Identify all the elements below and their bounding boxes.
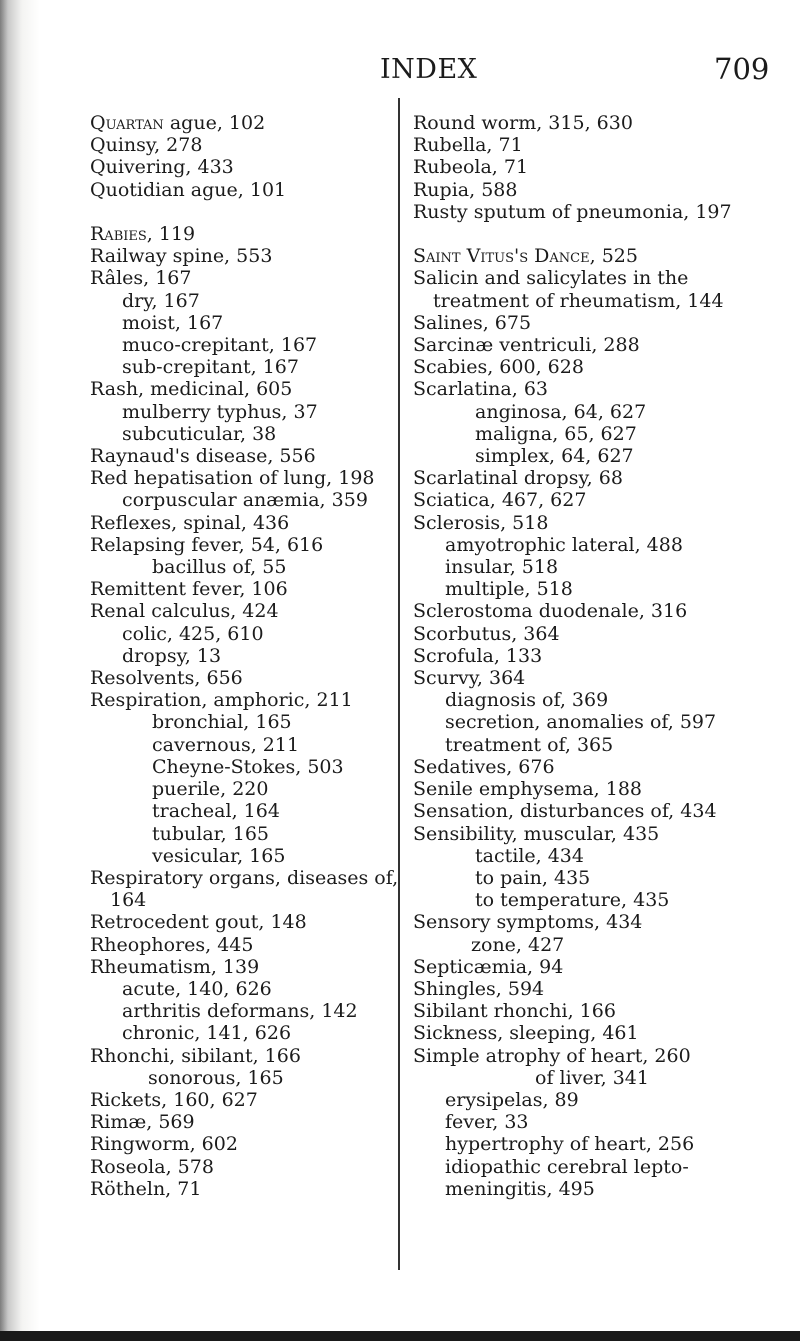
index-entry: multiple, 518 (445, 578, 573, 601)
index-entry: Sensation, disturbances of, 434 (413, 800, 717, 823)
index-entry: Reflexes, spinal, 436 (90, 511, 290, 534)
index-entry: Sciatica, 467, 627 (413, 489, 587, 512)
index-entry: Scarlatinal dropsy, 68 (413, 467, 623, 490)
index-entry: to temperature, 435 (475, 889, 670, 912)
index-entry: Rubella, 71 (413, 134, 523, 157)
index-spacer (90, 201, 390, 223)
index-entry: treatment of, 365 (445, 733, 614, 756)
index-entry: Quivering, 433 (90, 156, 234, 179)
index-entry: treatment of rheumatism, 144 (433, 289, 724, 312)
index-entry: Roseola, 578 (90, 1155, 214, 1178)
index-entry: Râles, 167 (90, 267, 192, 290)
index-entry: Simple atrophy of heart, 260 (413, 1044, 691, 1067)
index-entry: Sedatives, 676 (413, 755, 555, 778)
index-entry: Scrofula, 133 (413, 644, 543, 667)
page-bottom-edge (0, 1331, 800, 1341)
index-entry: insular, 518 (445, 556, 559, 579)
page-header (0, 52, 800, 92)
index-entry: Scurvy, 364 (413, 667, 526, 690)
index-entry: Salicin and salicylates in the (413, 267, 689, 290)
index-entry: Sensibility, muscular, 435 (413, 822, 660, 845)
index-entry: idiopathic cerebral lepto- (445, 1155, 689, 1178)
index-entry: Resolvents, 656 (90, 667, 243, 690)
index-column-left (90, 112, 399, 1200)
index-entry: simplex, 64, 627 (475, 445, 634, 468)
index-entry: Septicæmia, 94 (413, 955, 564, 978)
index-entry: colic, 425, 610 (122, 622, 264, 645)
index-entry: acute, 140, 626 (122, 977, 272, 1000)
index-entry: Sarcinæ ventriculi, 288 (413, 334, 640, 357)
index-entry: diagnosis of, 369 (445, 689, 609, 712)
index-entry: Remittent fever, 106 (90, 578, 288, 601)
page-number: 709 (714, 52, 770, 86)
index-entry: fever, 33 (445, 1111, 529, 1134)
index-entry: secretion, anomalies of, 597 (445, 711, 717, 734)
index-entry: Rötheln, 71 (90, 1177, 202, 1200)
index-entry: tracheal, 164 (152, 800, 280, 823)
index-entry: 164 (110, 889, 147, 912)
index-entry: chronic, 141, 626 (122, 1022, 292, 1045)
index-entry: Senile emphysema, 188 (413, 778, 643, 801)
index-entry: Scarlatina, 63 (413, 378, 549, 401)
index-entry: Respiration, amphoric, 211 (90, 689, 353, 712)
index-entry: Shingles, 594 (413, 977, 545, 1000)
index-entry: to pain, 435 (475, 866, 591, 889)
column-divider (398, 98, 400, 1270)
index-entry: Ringworm, 602 (90, 1133, 238, 1156)
index-heading-smallcaps: Saint Vitus's Dance (413, 245, 590, 268)
index-entry: sonorous, 165 (148, 1066, 284, 1089)
index-entry: Rash, medicinal, 605 (90, 378, 293, 401)
index-entry: Rheophores, 445 (90, 933, 254, 956)
index-heading-smallcaps: Rabies (90, 223, 147, 246)
index-entry: puerile, 220 (152, 778, 269, 801)
index-entry: bronchial, 165 (152, 711, 292, 734)
index-entry: of liver, 341 (535, 1066, 649, 1089)
index-entry: sub-crepitant, 167 (122, 356, 299, 379)
index-entry: dry, 167 (122, 289, 200, 312)
index-entry: Quinsy, 278 (90, 134, 203, 157)
index-entry: Sensory symptoms, 434 (413, 911, 643, 934)
index-entry: anginosa, 64, 627 (475, 400, 647, 423)
index-entry: Red hepatisation of lung, 198 (90, 467, 375, 490)
index-entry: Rubeola, 71 (413, 156, 529, 179)
index-heading-smallcaps: Quartan (90, 112, 164, 134)
index-entry: Respiratory organs, diseases of, (90, 866, 399, 889)
index-column-right (413, 112, 753, 1200)
index-entry: Sickness, sleeping, 461 (413, 1022, 639, 1045)
index-entry: Rabies, 119 (90, 223, 196, 246)
index-entry: cavernous, 211 (152, 733, 300, 756)
index-entry: Relapsing fever, 54, 616 (90, 533, 324, 556)
index-entry: moist, 167 (122, 311, 224, 334)
index-entry: Saint Vitus's Dance, 525 (413, 245, 638, 268)
index-entry: bacillus of, 55 (152, 556, 287, 579)
running-title: INDEX (380, 54, 478, 85)
index-entry: Sibilant rhonchi, 166 (413, 1000, 616, 1023)
index-entry: Rimæ, 569 (90, 1111, 195, 1134)
index-entry: Scabies, 600, 628 (413, 356, 584, 379)
index-entry: Rusty sputum of pneumonia, 197 (413, 200, 732, 223)
index-entry: Railway spine, 553 (90, 245, 273, 268)
index-entry: Rickets, 160, 627 (90, 1088, 258, 1111)
index-entry: Sclerosis, 518 (413, 511, 549, 534)
index-entry: Rheumatism, 139 (90, 955, 260, 978)
index-spacer (413, 223, 753, 245)
index-entry: maligna, 65, 627 (475, 422, 637, 445)
index-entry: Scorbutus, 364 (413, 622, 560, 645)
index-entry: meningitis, 495 (445, 1177, 595, 1200)
index-entry: Renal calculus, 424 (90, 600, 279, 623)
index-entry: Sclerostoma duodenale, 316 (413, 600, 688, 623)
index-entry: zone, 427 (471, 933, 565, 956)
index-entry: arthritis deformans, 142 (122, 1000, 358, 1023)
index-entry: Rupia, 588 (413, 178, 518, 201)
index-entry: subcuticular, 38 (122, 422, 277, 445)
index-entry: Quotidian ague, 101 (90, 178, 287, 201)
index-entry: mulberry typhus, 37 (122, 400, 318, 423)
index-entry: dropsy, 13 (122, 644, 222, 667)
index-entry: Raynaud's disease, 556 (90, 445, 316, 468)
index-entry: Rhonchi, sibilant, 166 (90, 1044, 301, 1067)
index-entry: tubular, 165 (152, 822, 270, 845)
index-entry: hypertrophy of heart, 256 (445, 1133, 695, 1156)
index-entry: amyotrophic lateral, 488 (445, 533, 683, 556)
index-entry: Salines, 675 (413, 311, 532, 334)
index-entry: Round worm, 315, 630 (413, 112, 633, 134)
index-entry: Retrocedent gout, 148 (90, 911, 307, 934)
index-entry: muco-crepitant, 167 (122, 334, 318, 357)
index-entry: vesicular, 165 (152, 844, 286, 867)
index-entry: corpuscular anæmia, 359 (122, 489, 368, 512)
index-entry: tactile, 434 (475, 844, 584, 867)
index-entry: Quartan ague, 102 (90, 112, 266, 134)
index-entry: erysipelas, 89 (445, 1088, 579, 1111)
index-entry: Cheyne-Stokes, 503 (152, 755, 344, 778)
